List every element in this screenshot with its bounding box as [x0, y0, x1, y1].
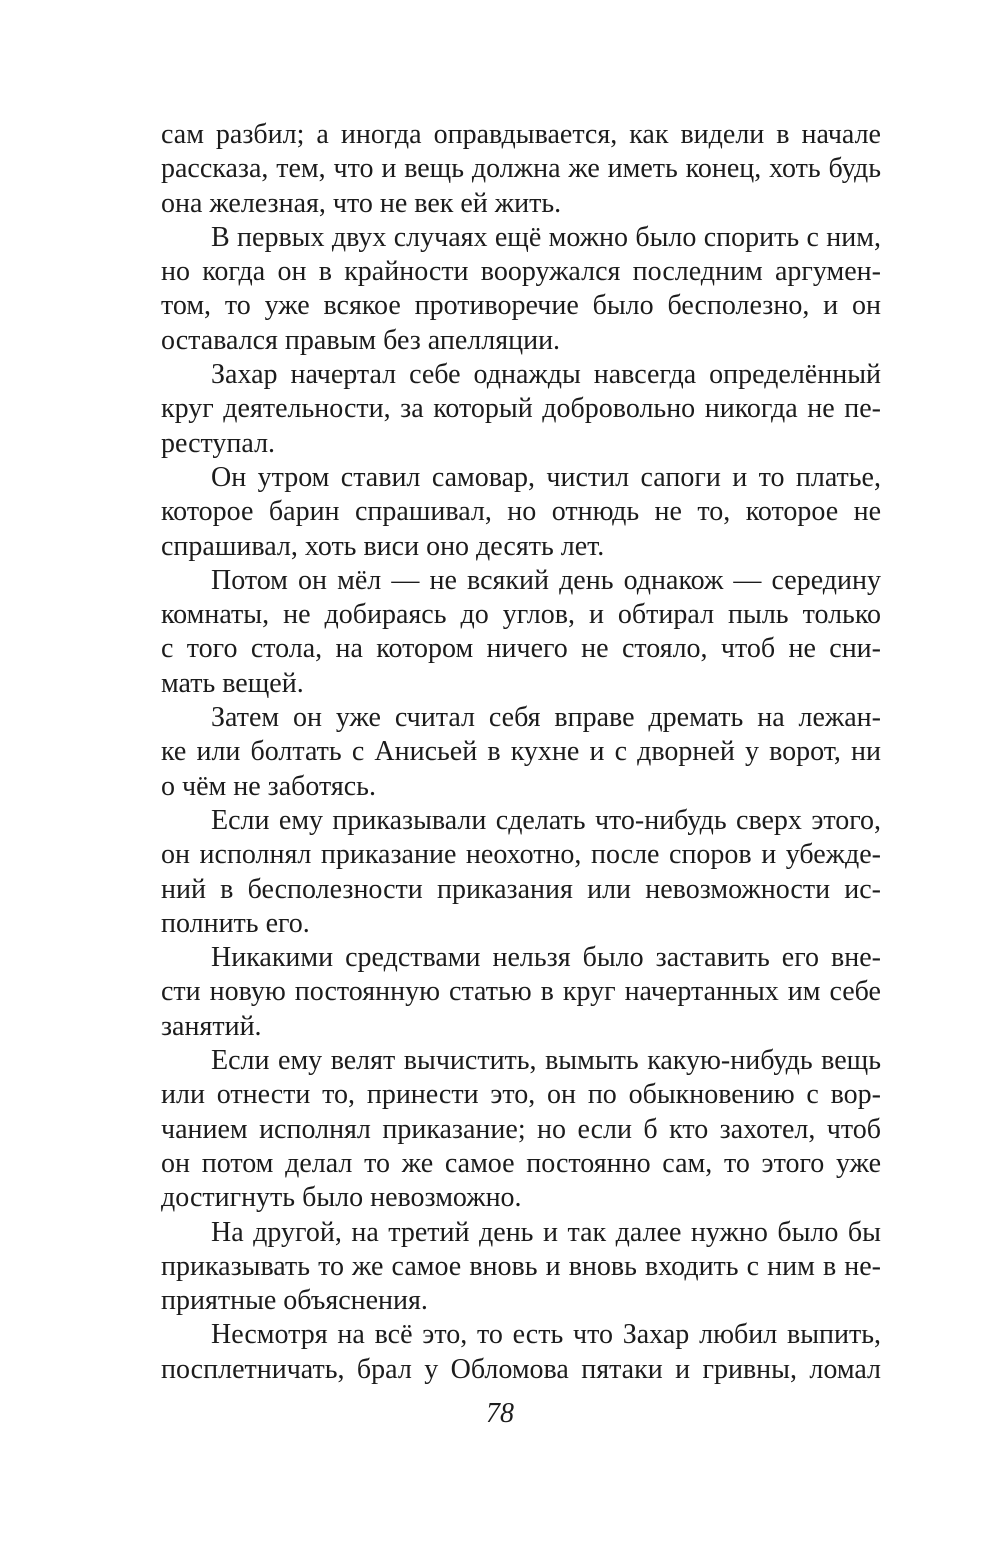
- text-line: Если ему приказывали сделать что-нибудь сверх этого,: [211, 804, 881, 836]
- text-line: Несмотря на всё это, то есть что Захар любил выпить,: [211, 1319, 881, 1351]
- text-line: с того стола, на котором ничего не стояло, чтоб не сни-: [161, 633, 881, 665]
- text-line: сам разбил; а иногда оправдывается, как видели в начале: [161, 119, 881, 150]
- paragraph: [161, 358, 881, 461]
- text-line: оставался правым без апелляции.: [161, 324, 561, 356]
- text-line: Он утром ставил самовар, чистил сапоги и то платье,: [211, 461, 881, 493]
- text-line: ке или болтать с Анисьей в кухне и с дворней у ворот, ни: [161, 736, 881, 768]
- text-line: На другой, на третий день и так далее нужно было бы: [211, 1216, 881, 1248]
- paragraph: [161, 461, 881, 564]
- paragraph: [161, 701, 881, 804]
- text-line: том, то уже всякое противоречие было бесполезно, и он: [161, 290, 881, 322]
- text-line: чанием исполнял приказание; но если б кто захотел, чтоб: [161, 1113, 881, 1145]
- text-line: полнить его.: [161, 907, 310, 939]
- text-line: он потом делал то же самое постоянно сам, то этого уже: [161, 1147, 881, 1179]
- text-line: сти новую постоянную статью в круг начертанных им себе: [161, 976, 881, 1008]
- text-line: приказывать то же самое вновь и вновь входить с ним в не-: [161, 1250, 881, 1282]
- page-number: 78: [486, 1398, 514, 1429]
- paragraph: [161, 1318, 881, 1387]
- text-line: о чём не заботясь.: [161, 770, 376, 802]
- text-line: мать вещей.: [161, 667, 304, 699]
- text-line: она железная, что не век ей жить.: [161, 187, 562, 219]
- text-line: В первых двух случаях ещё можно было спорить с ним,: [211, 221, 881, 253]
- text-line: Затем он уже считал себя вправе дремать на лежан-: [211, 702, 881, 734]
- text-line: рассказа, тем, что и вещь должна же иметь конец, хоть будь: [161, 153, 881, 185]
- text-line: Потом он мёл — не всякий день однакож — середину: [211, 564, 881, 596]
- text-line: или отнести то, принести это, он по обыкновению с вор-: [161, 1079, 881, 1111]
- paragraph: [161, 118, 881, 221]
- paragraph: [161, 1216, 881, 1319]
- text-line: Если ему велят вычистить, вымыть какую-нибудь вещь: [211, 1045, 881, 1077]
- text-line: которое барин спрашивал, но отнюдь не то, которое не: [161, 496, 881, 528]
- text-line: ний в бесполезности приказания или невозможности ис-: [161, 873, 881, 905]
- page-body-text: [161, 118, 881, 1387]
- text-line: он исполнял приказание неохотно, после споров и убежде-: [161, 839, 881, 871]
- paragraph: [161, 941, 881, 1044]
- text-line: реступал.: [161, 427, 276, 459]
- text-line: Захар начертал себе однажды навсегда определённый: [211, 359, 881, 391]
- text-line: посплетничать, брал у Обломова пятаки и гривны, ломал: [161, 1353, 881, 1385]
- text-line: приятные объяснения.: [161, 1285, 428, 1317]
- text-line: спрашивал, хоть виси оно десять лет.: [161, 530, 605, 562]
- text-line: занятий.: [161, 1010, 262, 1042]
- paragraph: [161, 1044, 881, 1215]
- paragraph: [161, 564, 881, 701]
- text-line: Никакими средствами нельзя было заставить его вне-: [211, 942, 881, 974]
- text-line: комнаты, не добираясь до углов, и обтирал пыль только: [161, 599, 881, 631]
- text-line: круг деятельности, за который добровольно никогда не пе-: [161, 393, 881, 425]
- paragraph: [161, 804, 881, 941]
- paragraph: [161, 221, 881, 358]
- text-line: достигнуть было невозможно.: [161, 1182, 522, 1214]
- text-line: но когда он в крайности вооружался последним аргумен-: [161, 256, 881, 288]
